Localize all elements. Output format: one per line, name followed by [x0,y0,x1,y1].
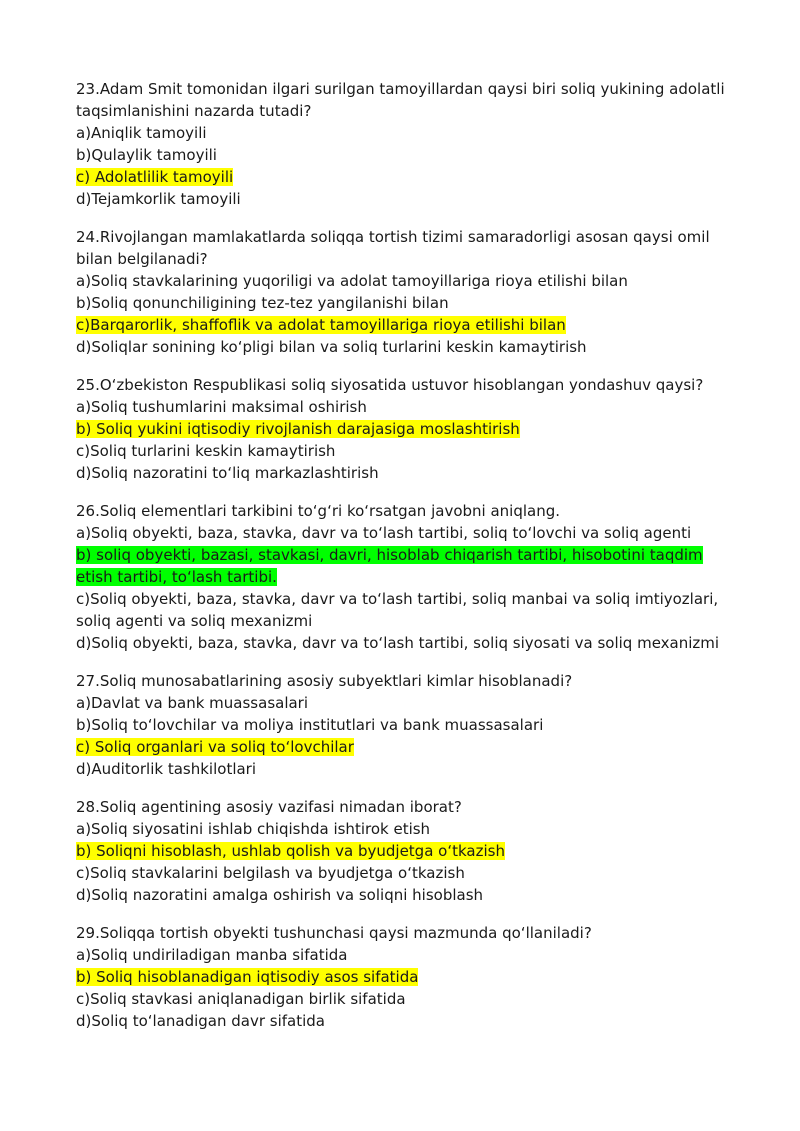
question-25 [76,374,726,484]
highlighted-answer: c)Barqarorlik, shaffoflik va adolat tamoyillariga rioya etilishi bilan [76,316,566,334]
option-a: a)Aniqlik tamoyili [76,124,207,142]
document-page [76,78,726,1048]
option-c: c)Soliq turlarini keskin kamaytirish [76,442,336,460]
option-d: d)Soliq nazoratini amalga oshirish va soliqni hisoblash [76,886,484,904]
option-d: d)Soliq obyekti, baza, stavka, davr va to‘lash tartibi, soliq siyosati va soliq mexanizmi [76,634,720,652]
question-23 [76,78,726,210]
option-a: a)Soliq siyosatini ishlab chiqishda ishtirok etish [76,820,431,838]
question-text: 29.Soliqqa tortish obyekti tushunchasi qaysi mazmunda qo‘llaniladi? [76,924,592,942]
question-26 [76,500,726,654]
highlighted-answer: b) Soliqni hisoblash, ushlab qolish va byudjetga o‘tkazish [76,842,505,860]
question-text: 26.Soliq elementlari tarkibini to‘g‘ri ko‘rsatgan javobni aniqlang. [76,502,560,520]
option-c: c)Soliq stavkasi aniqlanadigan birlik sifatida [76,990,406,1008]
option-b: b)Soliq to‘lovchilar va moliya institutlari va bank muassasalari [76,716,544,734]
question-text: 27.Soliq munosabatlarining asosiy subyektlari kimlar hisoblanadi? [76,672,573,690]
option-d: d)Soliq to‘lanadigan davr sifatida [76,1012,326,1030]
option-a: a)Soliq stavkalarining yuqoriligi va adolat tamoyillariga rioya etilishi bilan [76,272,628,290]
question-text: 28.Soliq agentining asosiy vazifasi nimadan iborat? [76,798,462,816]
highlighted-answer: c) Adolatlilik tamoyili [76,168,234,186]
option-b-answer [76,544,726,588]
option-a: a)Soliq obyekti, baza, stavka, davr va to‘lash tartibi, soliq to‘lovchi va soliq agenti [76,524,692,542]
option-d: d)Soliqlar sonining ko‘pligi bilan va soliq turlarini keskin kamaytirish [76,338,587,356]
highlighted-answer: b) soliq obyekti, bazasi, stavkasi, davri, hisoblab chiqarish tartibi, hisobotini taqdim etish tartibi, to‘lash tartibi. [76,546,703,586]
highlighted-answer: b) Soliq yukini iqtisodiy rivojlanish darajasiga moslashtirish [76,420,520,438]
option-a: a)Soliq undiriladigan manba sifatida [76,946,348,964]
option-b-answer [76,840,726,862]
option-b-answer [76,966,726,988]
option-a: a)Davlat va bank muassasalari [76,694,309,712]
option-d: d)Tejamkorlik tamoyili [76,190,241,208]
question-text: 24.Rivojlangan mamlakatlarda soliqqa tortish tizimi samaradorligi asosan qaysi omil bilan belgilanadi? [76,228,710,268]
question-text: 25.O‘zbekiston Respublikasi soliq siyosatida ustuvor hisoblangan yondashuv qaysi? [76,376,704,394]
question-29 [76,922,726,1032]
option-c: c)Soliq stavkalarini belgilash va byudjetga o‘tkazish [76,864,465,882]
option-c: c)Soliq obyekti, baza, stavka, davr va to‘lash tartibi, soliq manbai va soliq imtiyozlari, soliq agenti va soliq mexanizmi [76,590,719,630]
option-d: d)Soliq nazoratini to‘liq markazlashtirish [76,464,379,482]
option-b-answer [76,418,726,440]
question-28 [76,796,726,906]
highlighted-answer: c) Soliq organlari va soliq to‘lovchilar [76,738,354,756]
question-text: 23.Adam Smit tomonidan ilgari surilgan tamoyillardan qaysi biri soliq yukining adolatli taqsimlanishini nazarda tutadi? [76,80,725,120]
option-d: d)Auditorlik tashkilotlari [76,760,257,778]
option-a: a)Soliq tushumlarini maksimal oshirish [76,398,367,416]
option-c-answer [76,314,726,336]
option-c-answer [76,736,726,758]
highlighted-answer: b) Soliq hisoblanadigan iqtisodiy asos sifatida [76,968,419,986]
option-c-answer [76,166,726,188]
question-27 [76,670,726,780]
option-b: b)Soliq qonunchiligining tez-tez yangilanishi bilan [76,294,449,312]
question-24 [76,226,726,358]
option-b: b)Qulaylik tamoyili [76,146,217,164]
